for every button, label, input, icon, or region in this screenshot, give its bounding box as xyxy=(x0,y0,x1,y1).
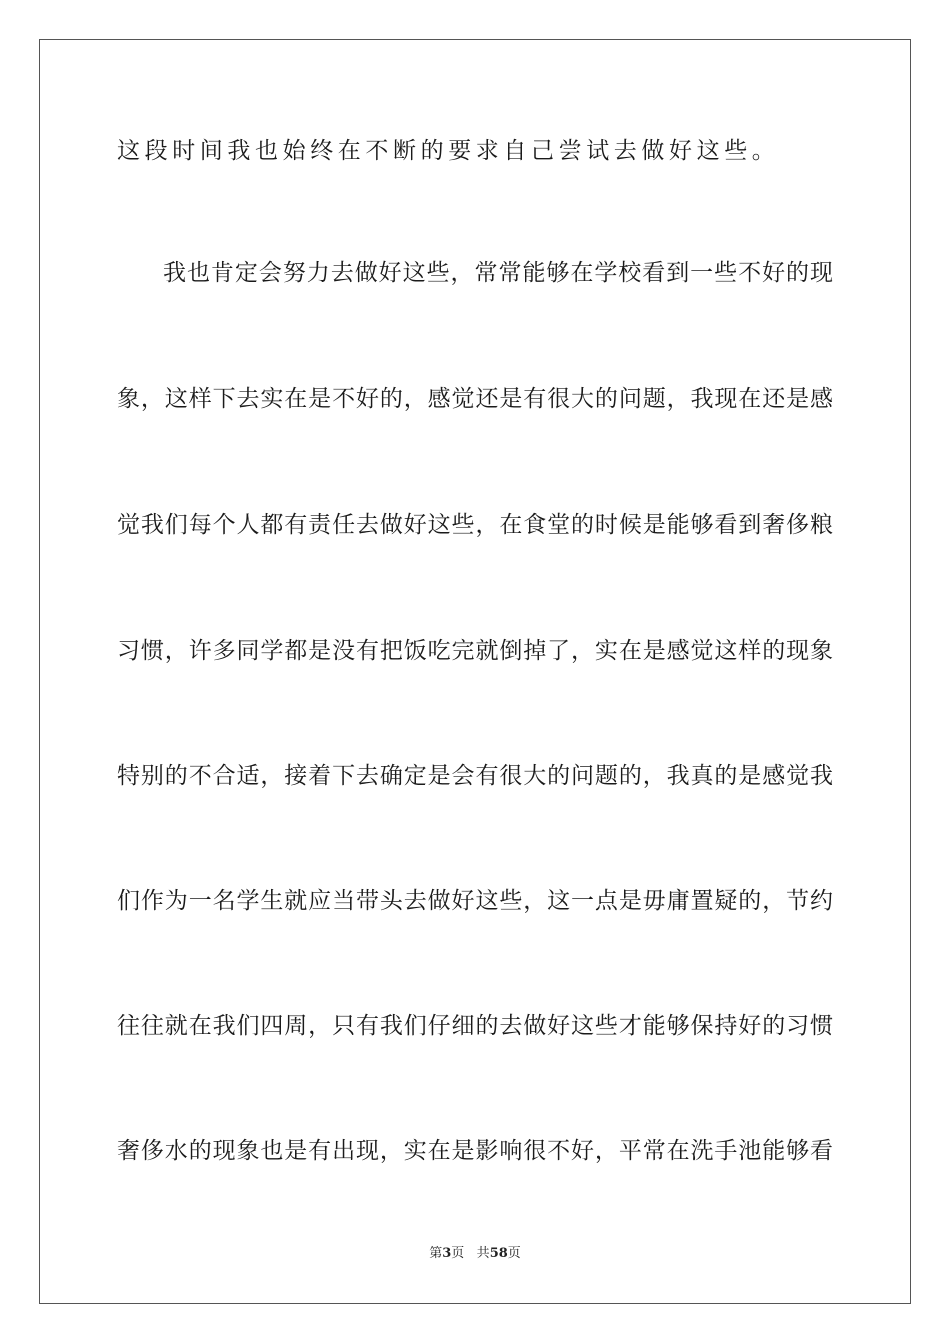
page-number: 3 xyxy=(442,1246,452,1261)
text-line-9: 奢侈水的现象也是有出现，实在是影响很不好，平常在洗手池能够看 xyxy=(117,1138,833,1164)
page-footer xyxy=(0,1246,950,1262)
total-pages: 58 xyxy=(489,1246,508,1261)
page-border xyxy=(39,39,911,1304)
text-line-1: 这段时间我也始终在不断的要求自己尝试去做好这些。 xyxy=(117,138,780,164)
text-line-3: 象，这样下去实在是不好的，感觉还是有很大的问题，我现在还是感 xyxy=(117,386,833,412)
text-line-4: 觉我们每个人都有责任去做好这些，在食堂的时候是能够看到奢侈粮 xyxy=(117,512,833,538)
text-line-8: 往往就在我们四周，只有我们仔细的去做好这些才能够保持好的习惯 xyxy=(117,1013,833,1039)
text-line-7: 们作为一名学生就应当带头去做好这些，这一点是毋庸置疑的，节约 xyxy=(117,888,833,914)
total-label-suffix: 页 xyxy=(507,1246,521,1261)
text-line-5: 习惯，许多同学都是没有把饭吃完就倒掉了，实在是感觉这样的现象 xyxy=(117,638,833,664)
text-line-2: 我也肯定会努力去做好这些，常常能够在学校看到一些不好的现 xyxy=(163,260,833,286)
page-label-prefix: 第 xyxy=(429,1246,443,1261)
page-label-suffix: 页 xyxy=(451,1246,465,1261)
total-label-prefix: 共 xyxy=(476,1246,490,1261)
text-line-6: 特别的不合适，接着下去确定是会有很大的问题的，我真的是感觉我 xyxy=(117,763,833,789)
